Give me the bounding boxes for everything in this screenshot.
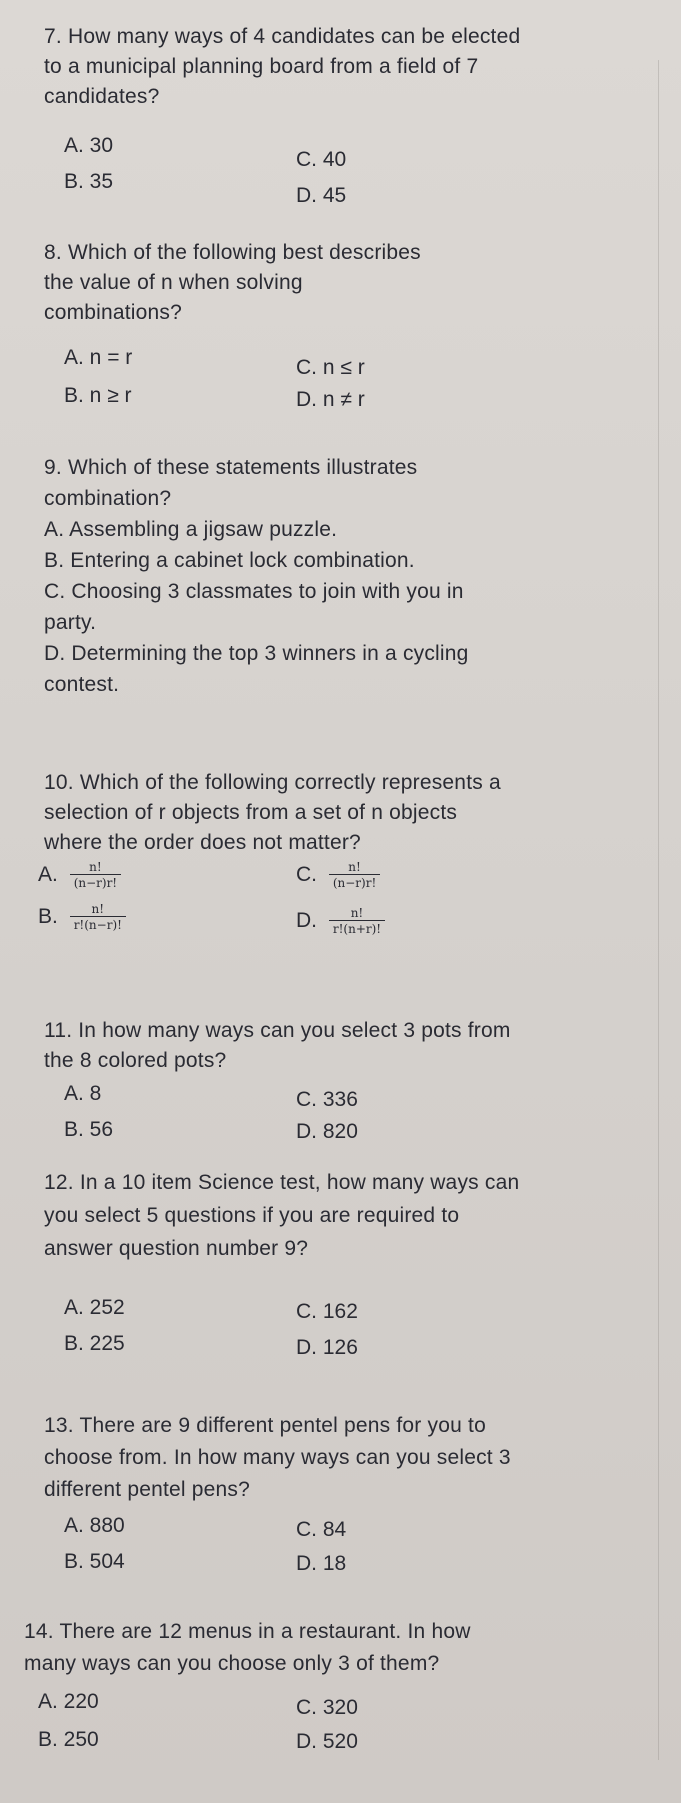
option-b: B. 56 — [64, 1118, 114, 1141]
page-edge-shadow — [658, 60, 659, 1760]
option-a: A. 220 — [38, 1690, 99, 1713]
option-label: D. — [296, 908, 317, 932]
question-text: 13. There are 9 different pentel pens for you to choose from. In how many ways can you select 3 different pentel pens? — [44, 1414, 511, 1501]
numerator: n! — [348, 860, 361, 874]
option-a: A. 252 — [64, 1296, 125, 1319]
option-d: D. n ≠ r — [296, 388, 365, 411]
option-c: C. 162 — [296, 1300, 358, 1323]
option-b: B. 504 — [64, 1550, 125, 1573]
option-d: D. 45 — [296, 184, 347, 207]
option-a — [38, 860, 121, 890]
denominator: r!(n−r)! — [70, 916, 126, 932]
option-b: B. 35 — [64, 170, 114, 193]
fraction — [70, 860, 121, 890]
option-d: D. 126 — [296, 1336, 358, 1359]
question-text: 14. There are 12 menus in a restaurant. In how many ways can you choose only 3 of them? — [24, 1620, 471, 1675]
option-c: C. 320 — [296, 1696, 358, 1719]
option-c: C. 40 — [296, 148, 347, 171]
option-a: A. n = r — [64, 346, 133, 369]
question-text: 11. In how many ways can you select 3 pots from the 8 colored pots? — [44, 1019, 511, 1072]
option-c — [296, 860, 380, 890]
fraction — [70, 902, 126, 932]
option-c: C. 84 — [296, 1518, 347, 1541]
denominator: (n−r)r! — [70, 874, 121, 890]
question-text: 7. How many ways of 4 candidates can be elected to a municipal planning board from a field of 7 candidates? — [44, 25, 521, 108]
option-c: C. n ≤ r — [296, 356, 365, 379]
question-text: 8. Which of the following best describes the value of n when solving combinations? — [44, 241, 421, 324]
option-b: B. 250 — [38, 1728, 99, 1751]
option-a: A. 880 — [64, 1514, 125, 1537]
numerator: n! — [91, 902, 105, 916]
fraction — [329, 906, 385, 936]
denominator: (n−r)r! — [329, 874, 380, 890]
question-text: 10. Which of the following correctly represents a selection of r objects from a set of n objects where the order does not matter? — [44, 771, 501, 854]
option-d — [296, 906, 385, 936]
option-b: B. 225 — [64, 1332, 125, 1355]
option-b — [38, 902, 126, 932]
option-a: A. 30 — [64, 134, 114, 157]
numerator: n! — [89, 860, 102, 874]
numerator: n! — [350, 906, 364, 920]
question-text: 12. In a 10 item Science test, how many ways can you select 5 questions if you are required to answer question number 9? — [44, 1171, 520, 1260]
denominator: r!(n+r)! — [329, 920, 385, 936]
option-d: D. 520 — [296, 1730, 358, 1753]
fraction — [329, 860, 380, 890]
option-a: A. 8 — [64, 1082, 102, 1105]
option-d: D. 820 — [296, 1120, 358, 1143]
option-b: B. n ≥ r — [64, 384, 132, 407]
option-label: C. — [296, 862, 317, 886]
option-c: C. 336 — [296, 1088, 358, 1111]
option-label: A. — [38, 862, 58, 886]
option-d: D. 18 — [296, 1552, 347, 1575]
question-text: 9. Which of these statements illustrates combination? A. Assembling a jigsaw puzzle. B. Entering a cabinet lock combination. C. Choosing 3 classmates to join with you in party. D. Determining the top 3 winners in a cycling contest. — [44, 456, 469, 696]
option-label: B. — [38, 904, 58, 928]
